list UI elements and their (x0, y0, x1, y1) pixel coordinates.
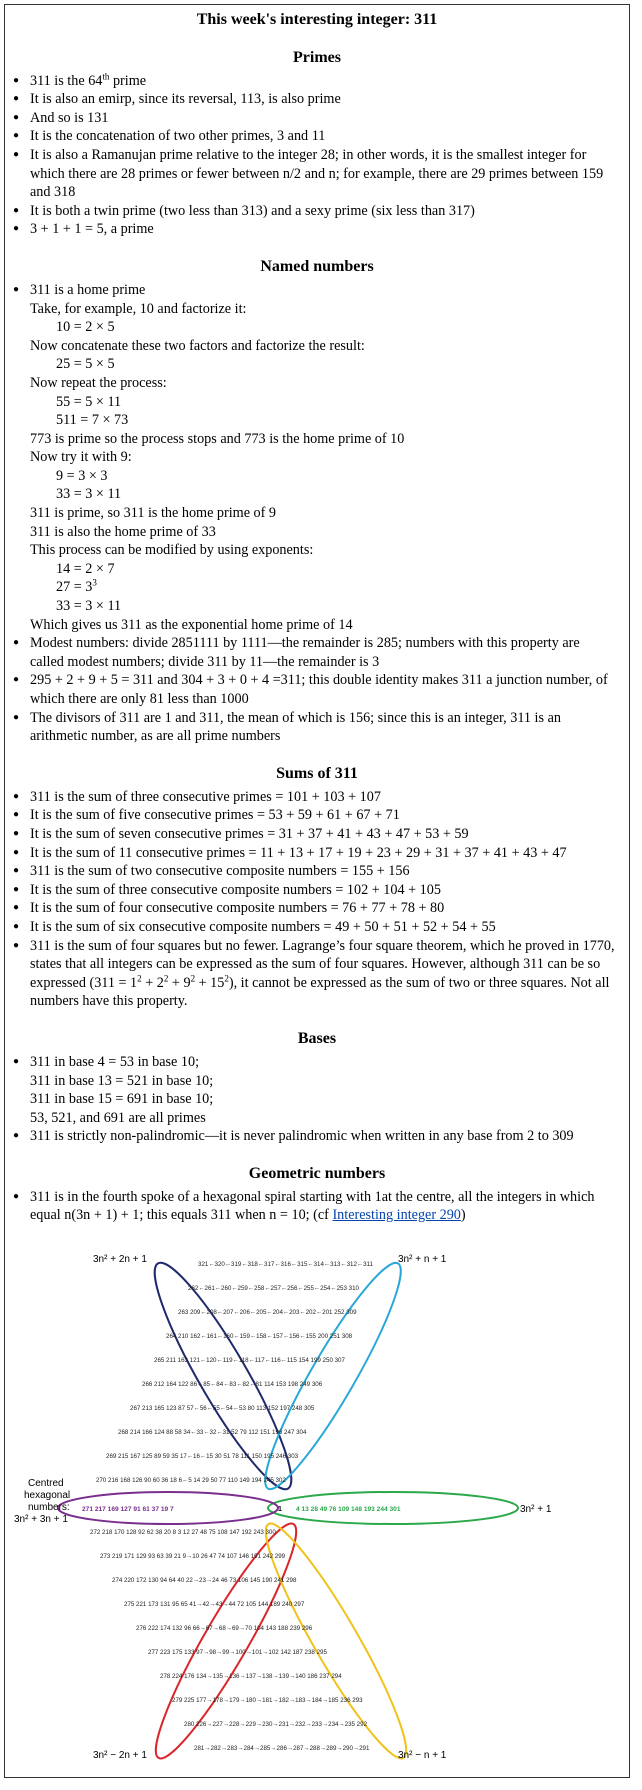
spiral-row: 262←261←260←259←258←257←256←255←254←253 310 (188, 1285, 359, 1292)
list-item: ● It is also a Ramanujan prime relative to the integer 28; in other words, it is the smallest integer for which there are 28 primes or fewer between n/2 and n; for example, there are 29 primes between 159 and 318 (13, 146, 617, 202)
spiral-row-centre-right: 4 13 28 49 76 109 148 193 244 301 (296, 1506, 401, 1513)
spiral-row: 274 220 172 130 94 64 40 22→23→24 46 73 106 145 190 241 298 (112, 1577, 297, 1584)
list-item-four-squares: ● 311 is the sum of four squares but no fewer. Lagrange’s four square theorem, which he proved in 1770, states that all integers can be expressed as the sum of four squares. However, although 311 can be so expressed $(311 = 1^2 + 2^2 + 9^2 + 15^2)$, it cannot be expressed as the sum of two or three squares. Not all numbers have this property. (13, 937, 617, 1011)
formula-label-top-right: 3n² + n + 1 (398, 1254, 447, 1265)
list-item: ● 3 + 1 + 1 = 5, a prime (13, 220, 617, 239)
list-item: ● It is also an emirp, since its reversal, 113, is also prime (13, 90, 617, 109)
section-heading-sums: Sums of 311 (276, 764, 358, 782)
list-item: ● It is the sum of seven consecutive primes = 31 + 37 + 41 + 43 + 47 + 53 + 59 (13, 825, 617, 844)
formula-label-left-1: Centred (28, 1478, 64, 1489)
list-item: ● It is the sum of four consecutive composite numbers = 76 + 77 + 78 + 80 (13, 899, 617, 918)
spoke-ellipse-bottom-right (249, 1513, 422, 1766)
formula-label-left-4: 3n² + 3n + 1 (14, 1514, 68, 1525)
formula-label-left-2: hexagonal (24, 1490, 71, 1501)
spiral-row: 273 219 171 129 93 63 39 21 9→10 26 47 74 107 146 191 242 299 (100, 1553, 286, 1560)
list-item-home-prime: ● 311 is a home prime Take, for example, 10 and factorize it: 10 = 2 × 5 Now concatenate these two factors and factorize the result: 25 = 5 × 5 Now repeat the process: 55 = 5 × 11 511 = 7 × 73 773 is prime so the process stops and 773 is the home prime of 10 Now try it with 9: 9 = 3 × 3 33 = 3 × 11 311 is prime, so 311 is the home prime of 9 311 is also the home prime of 33 This process can be modified by using exponents: 14 = 2 × 7 $27 = 3^3$ 33 = 3 × 11 Which gives us 311 as the exponential home prime of 14 (13, 281, 617, 634)
spiral-row: 277 223 175 133 97→98→99→100→101→102 142 187 238 295 (148, 1649, 327, 1656)
spiral-row: 280 226→227→228→229→230→231→232→233→234→235 292 (184, 1721, 368, 1728)
spiral-row: 321←320←319←318←317←316←315←314←313←312←311 (198, 1261, 373, 1268)
list-item: ● 311 is strictly non-palindromic—it is never palindromic when written in any base from 2 to 309 (13, 1127, 617, 1146)
section-heading-geometric: Geometric numbers (248, 1164, 386, 1182)
spiral-row: 264 210 162←161←160←159←158←157←156←155 200 251 308 (166, 1333, 353, 1340)
spiral-row: 266 212 164 122 86←85←84←83←82←81 114 153 198 249 306 (142, 1381, 323, 1388)
spiral-row: 267 213 165 123 87 57←56←55←54←53 80 113 152 197 248 305 (130, 1405, 315, 1412)
geometric-list (5, 1188, 629, 1225)
list-item: ● And so is 131 (13, 109, 617, 128)
hexagonal-spiral-svg (8, 1246, 618, 1766)
spiral-row: 272 218 170 128 92 62 38 20 8 3 12 27 48 75 108 147 192 243 300 (90, 1529, 276, 1536)
formula-label-right: 3n² + 1 (520, 1504, 552, 1515)
spiral-row: 268 214 166 124 88 58 34←33←32←31 52 79 112 151 196 247 304 (118, 1429, 307, 1436)
list-item: ● It is the concatenation of two other primes, 3 and 11 (13, 127, 617, 146)
spiral-row: 270 216 168 126 90 60 36 18 6←5 14 29 50 77 110 149 194 245 302 (96, 1477, 286, 1484)
spiral-row: 279 225 177→178→179→180→181→182→183→184→185 236 293 (172, 1697, 363, 1704)
spiral-row: 269 215 167 125 89 59 35 17←16←15 30 51 78 111 150 195 246 303 (106, 1453, 299, 1460)
section-heading-primes: Primes (293, 48, 341, 66)
list-item: ● 311 is in the fourth spoke of a hexagonal spiral starting with 1at the centre, all the integers in which equal n(3n + 1) + 1; this equals 311 when n = 10; (cf Interesting integer 290) (13, 1188, 617, 1225)
list-item: ● It is the sum of five consecutive primes = 53 + 59 + 61 + 67 + 71 (13, 806, 617, 825)
list-item: ● The divisors of 311 are 1 and 311, the mean of which is 156; since this is an integer, 311 is an arithmetic number, as are all prime numbers (13, 709, 617, 746)
list-item: ● 311 in base 4 = 53 in base 10; 311 in base 13 = 521 in base 10; 311 in base 15 = 691 in base 10; 53, 521, and 691 are all primes (13, 1053, 617, 1127)
spiral-row: 276 222 174 132 96 66→67→68→69→70 104 143 188 239 296 (136, 1625, 313, 1632)
spiral-row-centre-left: 271 217 169 127 91 61 37 19 7 (82, 1506, 174, 1513)
spiral-row: 278 224 176 134→135→136→137→138→139→140 186 237 294 (160, 1673, 342, 1680)
interesting-integer-290-link[interactable]: Interesting integer 290 (332, 1207, 461, 1224)
bases-list (5, 1053, 629, 1146)
list-item: ● Modest numbers: divide 2851111 by 1111—the remainder is 285; numbers with this property are called modest numbers; divide 311 by 11—the remainder is 3 (13, 634, 617, 671)
spiral-row: 281→282→283→284→285→286→287→288→289→290→291 (194, 1745, 370, 1752)
spiral-centre: 1 (278, 1506, 282, 1513)
list-item: ● 311 is the sum of two consecutive composite numbers = 155 + 156 (13, 862, 617, 881)
named-numbers-list (5, 281, 629, 746)
page-title: This week's interesting integer: 311 (196, 11, 438, 28)
formula-label-left-3: numbers: (28, 1502, 70, 1513)
list-item: ● 311 is the 64th prime (13, 72, 617, 91)
formula-label-top-left: 3n² + 2n + 1 (93, 1254, 147, 1265)
list-item: ● It is the sum of three consecutive composite numbers = 102 + 104 + 105 (13, 881, 617, 900)
section-heading-bases: Bases (297, 1029, 337, 1047)
formula-label-bottom-left: 3n² − 2n + 1 (93, 1750, 147, 1761)
list-item: ● It is both a twin prime (two less than 313) and a sexy prime (six less than 317) (13, 202, 617, 221)
list-item: ● 295 + 2 + 9 + 5 = 311 and 304 + 3 + 0 + 4 =311; this double identity makes 311 a junction number, of which there are only 81 less than 1000 (13, 671, 617, 708)
section-heading-named-numbers: Named numbers (260, 257, 374, 275)
sums-list (5, 788, 629, 1011)
hexagonal-spiral-figure (8, 1246, 618, 1766)
spoke-ellipse-bottom-left (139, 1513, 312, 1766)
primes-list (5, 72, 629, 239)
spiral-row: 275 221 173 131 95 65 41→42→43→44 72 105 144 189 240 297 (124, 1601, 305, 1608)
spiral-row: 265 211 163 121←120←119←118←117←116←115 154 199 250 307 (154, 1357, 345, 1364)
list-item: ● It is the sum of 11 consecutive primes = 11 + 13 + 17 + 19 + 23 + 29 + 31 + 37 + 41 + 43 + 47 (13, 844, 617, 863)
list-item: ● It is the sum of six consecutive composite numbers = 49 + 50 + 51 + 52 + 54 + 55 (13, 918, 617, 937)
list-item: ● 311 is the sum of three consecutive primes = 101 + 103 + 107 (13, 788, 617, 807)
formula-label-bottom-right: 3n² − n + 1 (398, 1750, 447, 1761)
spiral-row: 263 209←208←207←206←205←204←203←202←201 252 309 (178, 1309, 357, 1316)
